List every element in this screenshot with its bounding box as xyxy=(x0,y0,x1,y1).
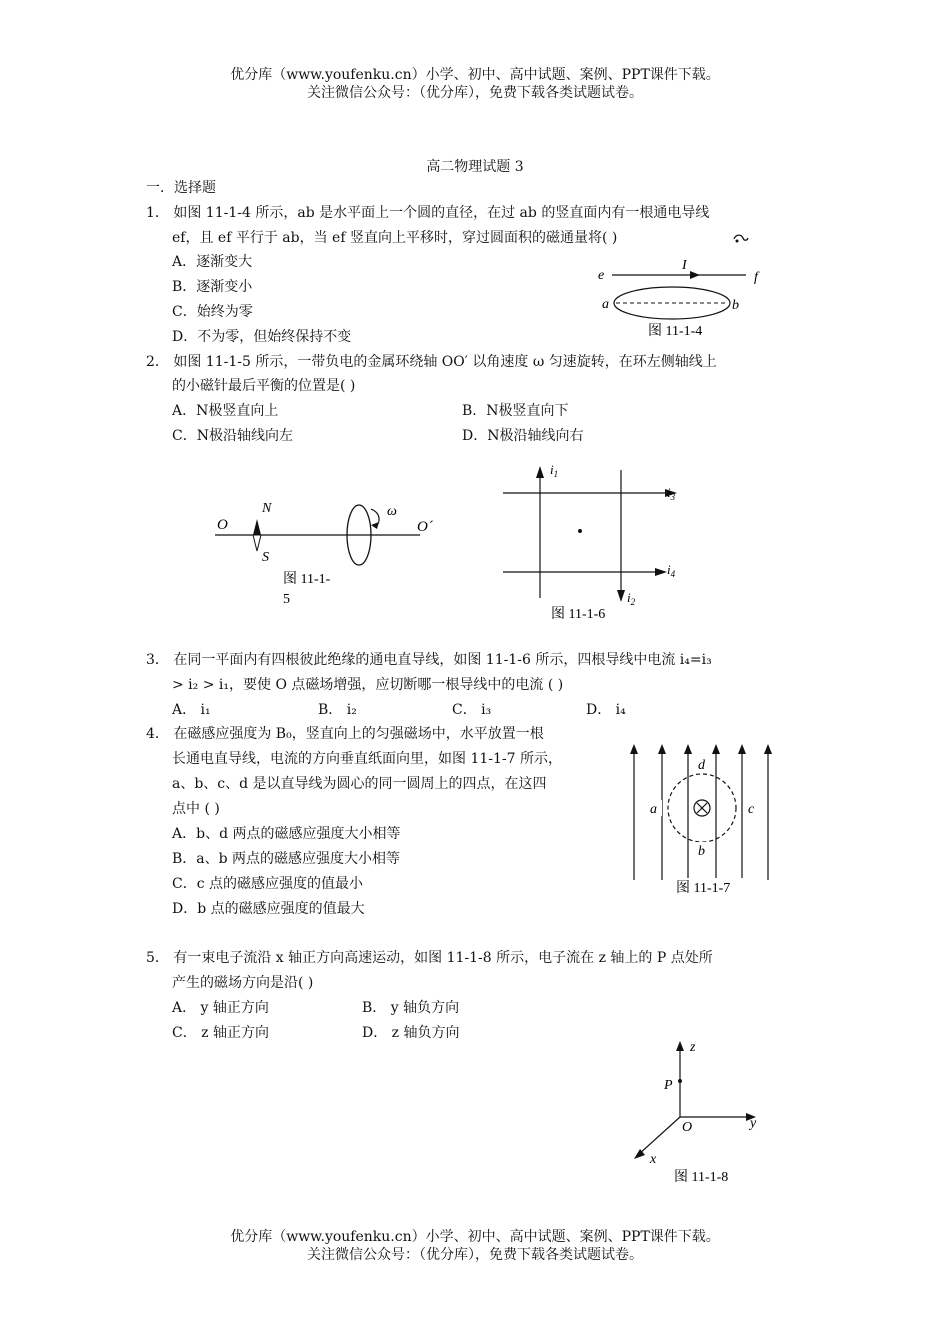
x-axis xyxy=(638,1117,680,1155)
figure-caption-line-1: 图 11-1- xyxy=(283,572,331,587)
q3-option-c: C． i₃ xyxy=(452,702,492,718)
q4-line-2: 长通电直导线，电流的方向垂直纸面向里，如图 11-1-7 所示， xyxy=(172,751,562,767)
q3-line-2: > i₂ > i₁，要使 O 点磁场增强，应切断哪一根导线中的电流 ( ) xyxy=(172,677,564,693)
label-O: O xyxy=(682,1120,693,1135)
q4-option-b: B．a、b 两点的磁感应强度大小相等 xyxy=(172,851,401,867)
rotation-arrowhead-icon xyxy=(371,522,379,529)
q4-line-4: 点中 ( ) xyxy=(172,801,220,817)
label-b: b xyxy=(698,844,705,859)
mouse-doodle-icon xyxy=(732,231,750,249)
q1-option-a: A．逐渐变大 xyxy=(172,254,253,270)
q2-option-b: B．N极竖直向下 xyxy=(462,403,569,419)
current-arrow-icon xyxy=(690,271,700,279)
q4-line-1: 4． 在磁感应强度为 B₀，竖直向上的匀强磁场中，水平放置一根 xyxy=(146,726,544,742)
point-o xyxy=(578,529,582,533)
q5-line-2: 产生的磁场方向是沿( ) xyxy=(172,975,314,991)
q1-option-b: B．逐渐变小 xyxy=(172,279,253,295)
figure-11-1-6 xyxy=(495,458,695,628)
q5-line-1: 5． 有一束电子流沿 x 轴正方向高速运动，如图 11-1-8 所示，电子流在 z 轴上的 P 点处所 xyxy=(146,950,713,966)
label-a: a xyxy=(650,802,657,817)
q4-option-a: A．b、d 两点的磁感应强度大小相等 xyxy=(172,826,401,842)
q3-option-a: A． i₁ xyxy=(172,702,211,718)
q2-option-c: C．N极沿轴线向左 xyxy=(172,428,293,444)
figure-11-1-8 xyxy=(620,1035,780,1190)
figure-11-1-4 xyxy=(590,255,780,345)
footer-line-1: 优分库（www.youfenku.cn）小学、初中、高中试题、案例、PPT课件下载。 xyxy=(230,1229,720,1245)
z-arrow-icon xyxy=(676,1041,684,1051)
figure-caption: 图 11-1-7 xyxy=(676,881,731,896)
figure-caption: 图 11-1-4 xyxy=(648,324,703,339)
figure-caption: 图 11-1-8 xyxy=(674,1170,729,1185)
label-f: f xyxy=(754,270,758,285)
q3-option-b: B． i₂ xyxy=(318,702,357,718)
q1-option-c: C．始终为零 xyxy=(172,304,253,320)
q3-option-d: D． i₄ xyxy=(586,702,626,718)
header-line-2: 关注微信公众号：（优分库），免费下载各类试题试卷。 xyxy=(307,85,643,101)
q2-line-1: 2． 如图 11-1-5 所示，一带负电的金属环绕轴 OO′ 以角速度 ω 匀速旋转，在环左侧轴线上 xyxy=(146,354,717,370)
label-e: e xyxy=(598,268,605,283)
label-i1: $i_1$ xyxy=(550,462,559,479)
label-d: d xyxy=(698,758,705,773)
q5-option-a: A． y 轴正方向 xyxy=(172,1000,269,1016)
label-P: P xyxy=(664,1078,673,1093)
q4-line-3: a、b、c、d 是以直导线为圆心的同一圆周上的四点，在这四 xyxy=(172,776,547,792)
arrow-i4-icon xyxy=(655,568,667,576)
q2-option-a: A．N极竖直向上 xyxy=(172,403,279,419)
figure-caption: 图 11-1-6 xyxy=(551,607,606,622)
arrow-i2-icon xyxy=(617,590,625,602)
label-S: S xyxy=(262,550,269,565)
label-i4: $i_4$ xyxy=(667,562,676,579)
arrow-i1-icon xyxy=(536,466,544,478)
q2-line-2: 的小磁针最后平衡的位置是( ) xyxy=(172,378,356,394)
label-O-prime: O´ xyxy=(417,519,433,535)
q2-option-d: D．N极沿轴线向右 xyxy=(462,428,584,444)
q1-line-1: 1． 如图 11-1-4 所示，ab 是水平面上一个圆的直径，在过 ab 的竖直面内有一根通电导线 xyxy=(146,205,710,221)
q4-option-d: D．b 点的磁感应强度的值最大 xyxy=(172,901,365,917)
needle-south-icon xyxy=(253,535,261,551)
label-I: I xyxy=(682,258,687,273)
label-omega: ω xyxy=(387,504,397,519)
label-i3: $i_3$ xyxy=(667,485,676,502)
label-y: y xyxy=(750,1116,757,1131)
q1-option-d: D．不为零，但始终保持不变 xyxy=(172,329,352,345)
q3-line-1: 3． 在同一平面内有四根彼此绝缘的通电直导线，如图 11-1-6 所示，四根导线中电流 i₄=i₃ xyxy=(146,652,712,668)
q4-option-c: C．c 点的磁感应强度的值最小 xyxy=(172,876,364,892)
header-line-1: 优分库（www.youfenku.cn）小学、初中、高中试题、案例、PPT课件下载。 xyxy=(230,67,720,83)
q5-option-c: C． z 轴正方向 xyxy=(172,1025,269,1041)
page-title: 高二物理试题 3 xyxy=(426,159,524,175)
figure-caption-line-2: 5 xyxy=(283,592,290,607)
figure-11-1-7 xyxy=(620,738,780,908)
label-b: b xyxy=(732,298,739,313)
label-N: N xyxy=(262,501,272,516)
label-x: x xyxy=(650,1152,657,1167)
label-c: c xyxy=(748,802,755,817)
needle-north-icon xyxy=(253,519,261,535)
footer-line-2: 关注微信公众号：（优分库），免费下载各类试题试卷。 xyxy=(307,1247,643,1263)
figure-11-1-5 xyxy=(205,495,450,610)
label-a: a xyxy=(602,297,609,312)
q5-option-d: D． z 轴负方向 xyxy=(362,1025,460,1041)
label-O: O xyxy=(217,517,228,533)
field-arrowheads-icon xyxy=(630,744,772,754)
point-P xyxy=(678,1079,682,1083)
section-heading: 一．选择题 xyxy=(146,180,216,196)
label-z: z xyxy=(690,1040,696,1055)
q5-option-b: B． y 轴负方向 xyxy=(362,1000,460,1016)
label-i2: $i_2$ xyxy=(627,590,636,607)
q1-line-2: ef，且 ef 平行于 ab，当 ef 竖直向上平移时，穿过圆面积的磁通量将( ) xyxy=(172,230,618,246)
